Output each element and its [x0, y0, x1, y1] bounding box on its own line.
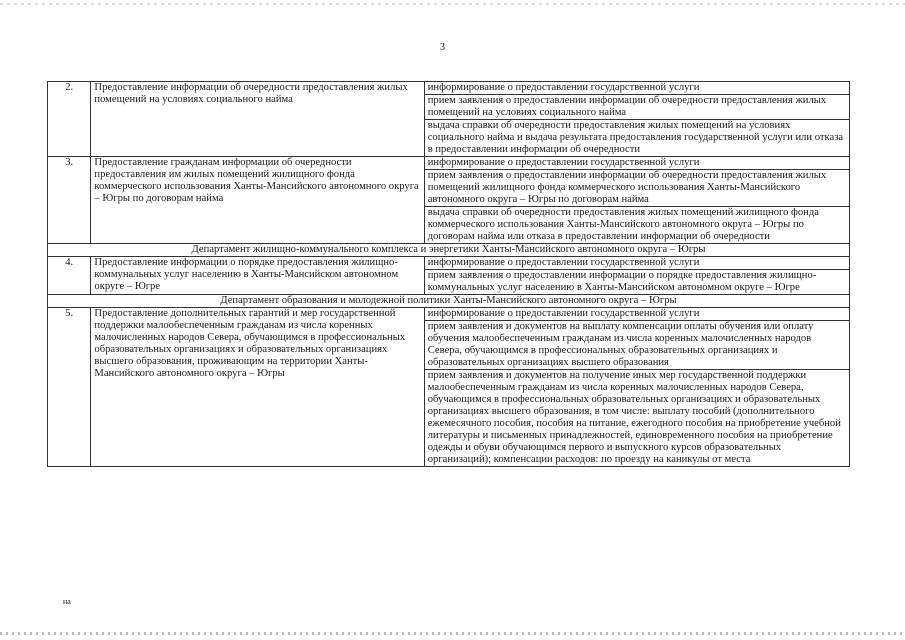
service-number: 5.: [48, 308, 91, 467]
services-table-body: [48, 82, 850, 467]
service-name: Предоставление дополнительных гарантий и мер государственной поддержки малообеспеченным гражданам из числа коренных малочисленных народов Севера, обучающимся в профессиональных образовательных организациях и образовательных организациях высшего образования, проживающим на территории Ханты-Мансийского автономного округа – Югры: [91, 308, 424, 467]
procedure-row: [48, 308, 850, 321]
procedure-text: прием заявления о предоставлении информации об очередности предоставления жилых помещений на условиях социального найма: [424, 95, 849, 120]
procedure-row: [48, 157, 850, 170]
procedure-text: прием заявления о предоставлении информации о порядке предоставления жилищно-коммунальных услуг населению в Ханты-Мансийском автономном округе – Югре: [424, 270, 849, 295]
procedure-text: прием заявления и документов на выплату компенсации оплаты обучения или оплату обучения малообеспеченным гражданам из числа коренных малочисленных народов Севера, обучающимся в профессиональных образовательных организациях и образовательных организациях высшего образования: [424, 321, 849, 370]
service-number: 2.: [48, 82, 91, 157]
service-name: Предоставление гражданам информации об очередности предоставления им жилых помещений жилищного фонда коммерческого использования Ханты-Мансийского автономного округа – Югры по договорам найма: [91, 157, 424, 244]
procedure-row: [48, 82, 850, 95]
footer-mark: на: [63, 597, 71, 606]
department-section-row: [48, 295, 850, 308]
service-name: Предоставление информации об очередности предоставления жилых помещений на условиях социального найма: [91, 82, 424, 157]
service-name: Предоставление информации о порядке предоставления жилищно-коммунальных услуг населению в Ханты-Мансийском автономном округе – Югре: [91, 257, 424, 295]
service-number: 4.: [48, 257, 91, 295]
procedure-text: прием заявления о предоставлении информации об очередности предоставления жилых помещений жилищного фонда коммерческого использования Ханты-Мансийского автономного округа – Югры по договорам найма: [424, 170, 849, 207]
procedure-text: выдача справки об очередности предоставления жилых помещений жилищного фонда коммерческого использования Ханты-Мансийского автономного округа – Югры по договорам найма или отказа в предоставлении информации об очередности: [424, 207, 849, 244]
scan-artifact-bottom: [0, 632, 905, 635]
procedure-row: [48, 257, 850, 270]
procedure-text: прием заявления и документов на получение иных мер государственной поддержки малообеспеченным гражданам из числа коренных малочисленных народов Севера, обучающимся в профессиональных образовательных организациях и образовательных организациях высшего образования, в том числе: выплату пособий (дополнительного ежемесячного пособия, пособия на питание, ежегодного пособия на приобретение учебной литературы и письменных принадлежностей, единовременного пособия на приобретение одежды и обуви обучающимся первого и выпускного курсов образовательных организаций); компенсации расходов: по проезду на каникулы от места: [424, 370, 849, 467]
procedure-text: информирование о предоставлении государственной услуги: [424, 257, 849, 270]
services-table: [47, 81, 850, 467]
department-section-row: [48, 244, 850, 257]
procedure-text: информирование о предоставлении государственной услуги: [424, 157, 849, 170]
procedure-text: информирование о предоставлении государственной услуги: [424, 82, 849, 95]
procedure-text: выдача справки об очередности предоставления жилых помещений на условиях социального найма и выдача результата предоставления государственной услуги или отказа в предоставлении информации об очередности: [424, 120, 849, 157]
service-number: 3.: [48, 157, 91, 244]
department-title: Департамент образования и молодежной политики Ханты-Мансийского автономного округа – Югры: [48, 295, 850, 308]
page-number: 3: [440, 42, 445, 53]
department-title: Департамент жилищно-коммунального комплекса и энергетики Ханты-Мансийского автономного округа – Югры: [48, 244, 850, 257]
procedure-text: информирование о предоставлении государственной услуги: [424, 308, 849, 321]
scan-artifact-top: [0, 3, 905, 5]
